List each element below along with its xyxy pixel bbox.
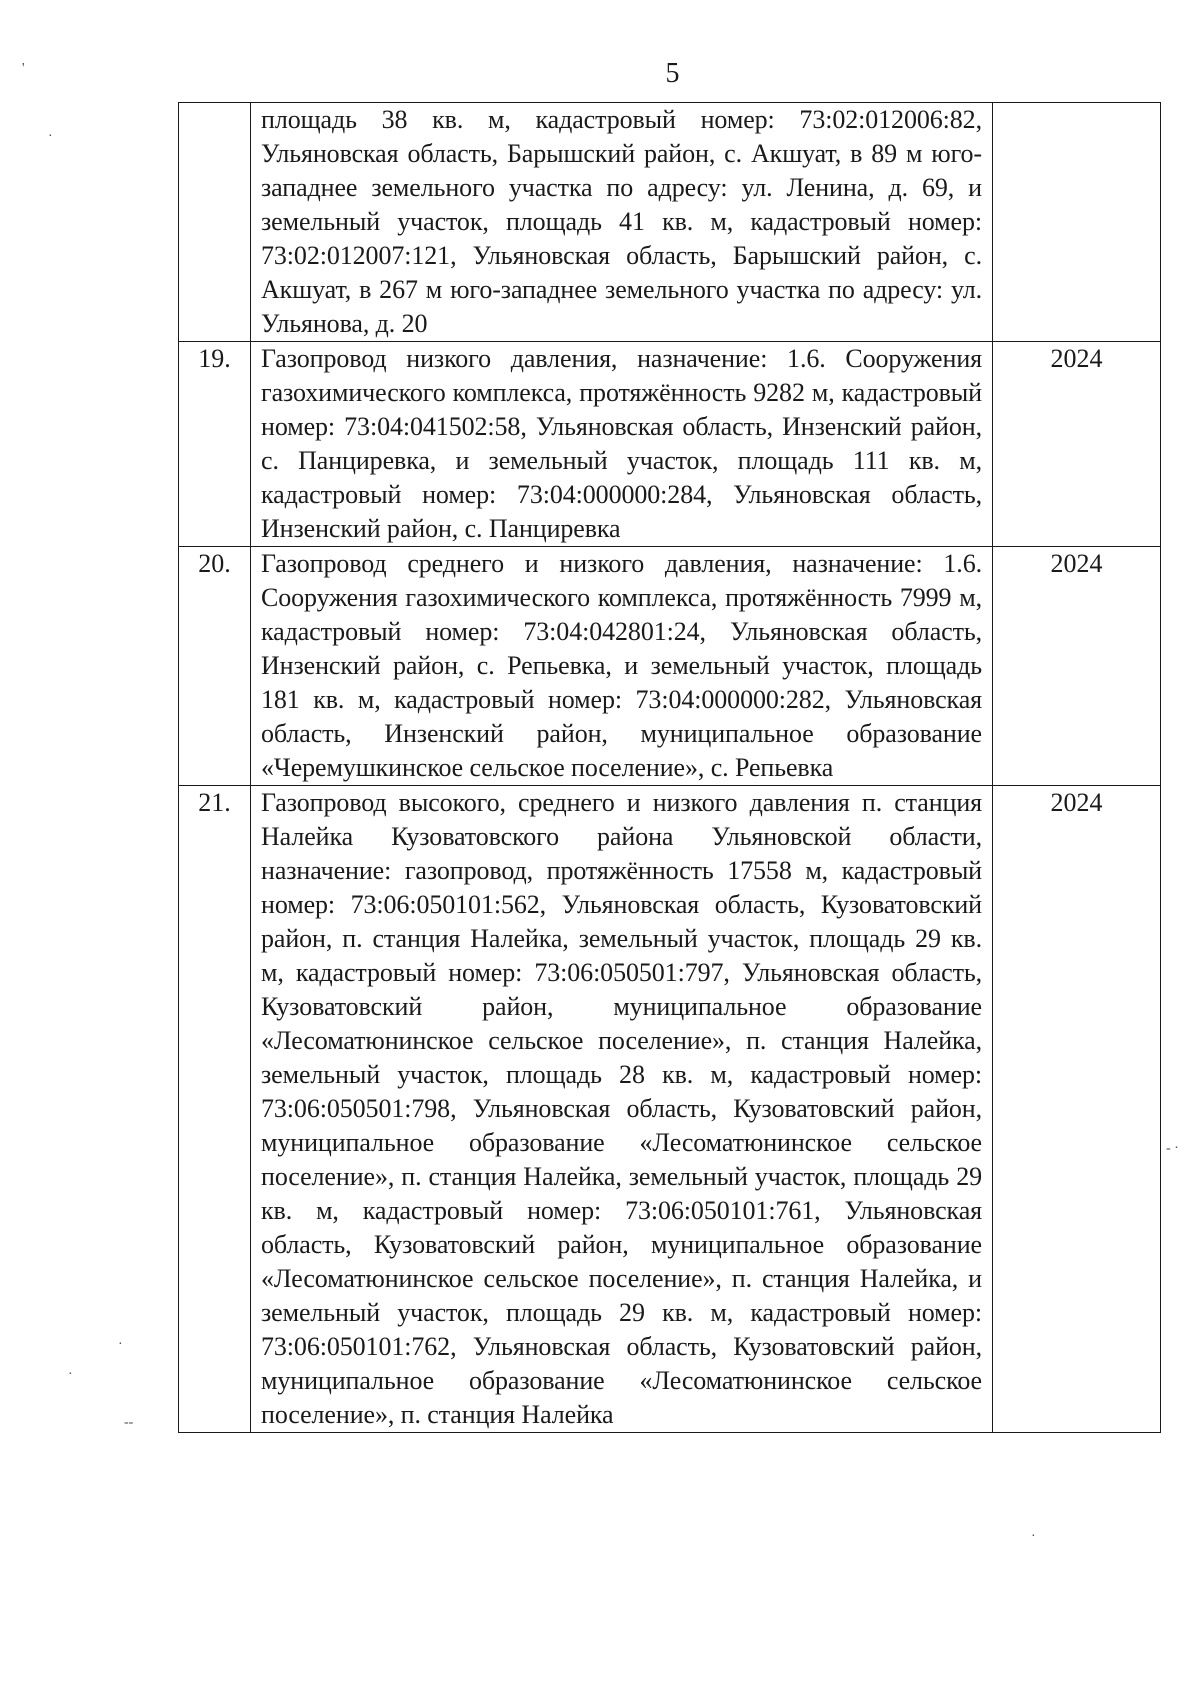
scan-speck: ·: [1031, 1529, 1036, 1544]
scan-speck: ·: [118, 1337, 123, 1352]
row-year: 2024: [993, 786, 1161, 1433]
row-description: площадь 38 кв. м, кадастровый номер: 73:02:012006:82, Ульяновская область, Барышский район, с. Акшуат, в 89 м юго-западнее земельного участка по адресу: ул. Ленина, д. 69, и земельный участок, площадь 41 кв. м, кадастровый номер: 73:02:012007:121, Ульяновская область, Барышский район, с. Акшуат, в 267 м юго-западнее земельного участка по адресу: ул. Ульянова, д. 20: [251, 103, 993, 342]
scan-speck: ': [22, 61, 25, 76]
row-description: Газопровод высокого, среднего и низкого давления п. станция Налейка Кузоватовского района Ульяновской области, назначение: газопровод, протяжённость 17558 м, кадастровый номер: 73:06:050101:562, Ульяновская область, Кузоватовский район, п. станция Налейка, земельный участок, площадь 29 кв. м, кадастровый номер: 73:06:050501:797, Ульяновская область, Кузоватовский район, муниципальное образование «Лесоматюнинское сельское поселение», п. станция Налейка, земельный участок, площадь 28 кв. м, кадастровый номер: 73:06:050501:798, Ульяновская область, Кузоватовский район, муниципальное образование «Лесоматюнинское сельское поселение», п. станция Налейка, земельный участок, площадь 29 кв. м, кадастровый номер: 73:06:050101:761, Ульяновская область, Кузоватовский район, муниципальное образование «Лесоматюнинское сельское поселение», п. станция Налейка, и земельный участок, площадь 29 кв. м, кадастровый номер: 73:06:050101:762, Ульяновская область, Кузоватовский район, муниципальное образование «Лесоматюнинское сельское поселение», п. станция Налейка: [251, 786, 993, 1433]
row-year: [993, 103, 1161, 342]
table-row: [179, 786, 1161, 1433]
scan-speck: ·: [48, 129, 53, 144]
registry-table: [178, 102, 1161, 1433]
scan-speck: ·: [68, 1367, 73, 1382]
table-row: [179, 103, 1161, 342]
table-row: [179, 342, 1161, 547]
row-number: 19.: [179, 342, 251, 547]
row-number: [179, 103, 251, 342]
row-number: 21.: [179, 786, 251, 1433]
row-number: 20.: [179, 547, 251, 786]
row-description: Газопровод среднего и низкого давления, назначение: 1.6. Сооружения газохимического комплекса, протяжённость 7999 м, кадастровый номер: 73:04:042801:24, Ульяновская область, Инзенский район, с. Репьевка, и земельный участок, площадь 181 кв. м, кадастровый номер: 73:04:000000:282, Ульяновская область, Инзенский район, муниципальное образование «Черемушкинское сельское поселение», с. Репьевка: [251, 547, 993, 786]
row-year: 2024: [993, 547, 1161, 786]
row-description: Газопровод низкого давления, назначение: 1.6. Сооружения газохимического комплекса, протяжённость 9282 м, кадастровый номер: 73:04:041502:58, Ульяновская область, Инзенский район, с. Панциревка, и земельный участок, площадь 111 кв. м, кадастровый номер: 73:04:000000:284, Ульяновская область, Инзенский район, с. Панциревка: [251, 342, 993, 547]
table-row: [179, 547, 1161, 786]
scan-speck: --: [124, 1415, 134, 1430]
scan-speck: - ·: [1166, 1141, 1179, 1156]
row-year: 2024: [993, 342, 1161, 547]
page-number: 5: [665, 58, 680, 89]
